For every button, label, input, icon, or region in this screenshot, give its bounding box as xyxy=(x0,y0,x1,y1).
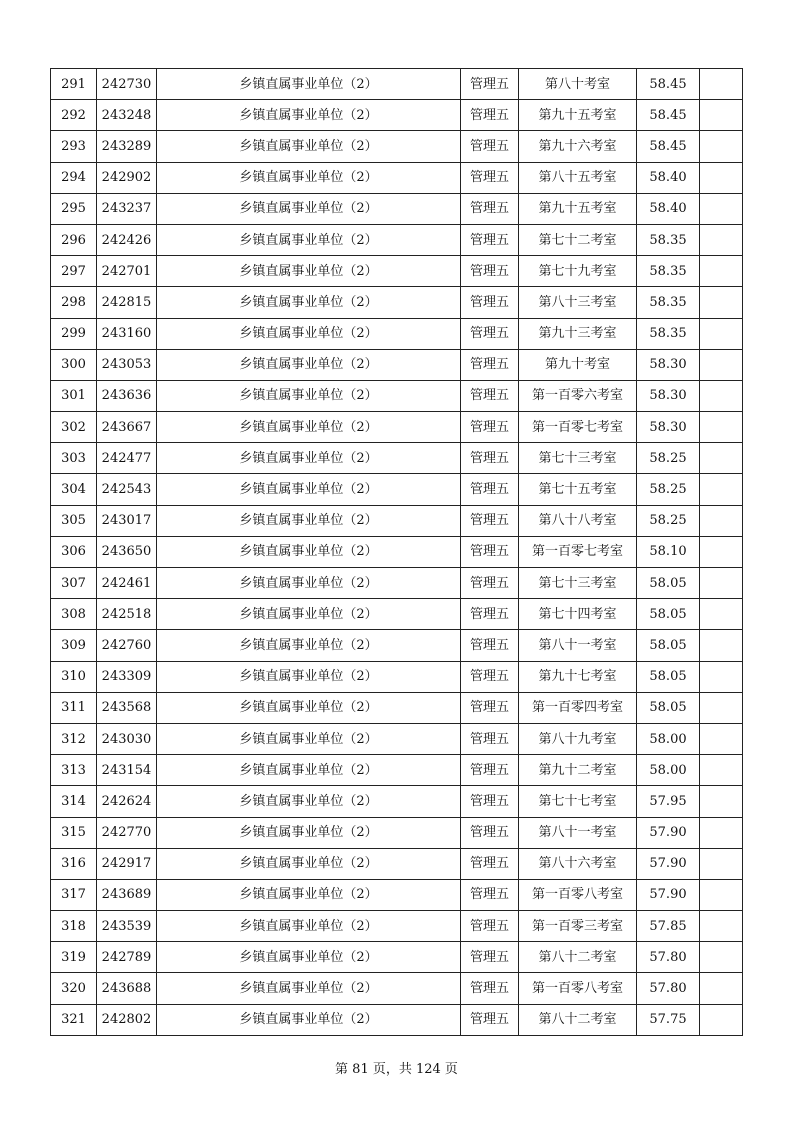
exam-id-cell: 243650 xyxy=(97,536,157,567)
unit-name-cell: 乡镇直属事业单位（2） xyxy=(157,911,461,942)
exam-id-cell: 242701 xyxy=(97,256,157,287)
exam-id-cell: 242802 xyxy=(97,1004,157,1035)
table-row xyxy=(51,536,743,567)
note-cell xyxy=(700,69,743,100)
note-cell xyxy=(700,474,743,505)
position-cell: 管理五 xyxy=(461,1004,519,1035)
row-number-cell: 311 xyxy=(51,692,97,723)
score-cell: 58.05 xyxy=(637,661,700,692)
score-cell: 58.35 xyxy=(637,224,700,255)
unit-name-cell: 乡镇直属事业单位（2） xyxy=(157,599,461,630)
score-cell: 58.05 xyxy=(637,599,700,630)
score-cell: 58.10 xyxy=(637,536,700,567)
note-cell xyxy=(700,162,743,193)
exam-room-cell: 第一百零四考室 xyxy=(519,692,637,723)
exam-id-cell: 243568 xyxy=(97,692,157,723)
note-cell xyxy=(700,349,743,380)
exam-room-cell: 第九十考室 xyxy=(519,349,637,380)
unit-name-cell: 乡镇直属事业单位（2） xyxy=(157,224,461,255)
exam-id-cell: 242902 xyxy=(97,162,157,193)
exam-room-cell: 第一百零八考室 xyxy=(519,879,637,910)
unit-name-cell: 乡镇直属事业单位（2） xyxy=(157,692,461,723)
exam-id-cell: 242815 xyxy=(97,287,157,318)
row-number-cell: 303 xyxy=(51,443,97,474)
position-cell: 管理五 xyxy=(461,755,519,786)
note-cell xyxy=(700,661,743,692)
table-row xyxy=(51,723,743,754)
page-footer: 第 81 页，共 124 页 xyxy=(335,1062,458,1077)
score-table-body xyxy=(51,69,743,1036)
row-number-cell: 293 xyxy=(51,131,97,162)
row-number-cell: 310 xyxy=(51,661,97,692)
row-number-cell: 313 xyxy=(51,755,97,786)
table-row xyxy=(51,349,743,380)
note-cell xyxy=(700,692,743,723)
exam-id-cell: 243248 xyxy=(97,100,157,131)
unit-name-cell: 乡镇直属事业单位（2） xyxy=(157,412,461,443)
score-cell: 58.40 xyxy=(637,162,700,193)
score-cell: 57.90 xyxy=(637,848,700,879)
score-table xyxy=(50,68,743,1036)
exam-room-cell: 第七十五考室 xyxy=(519,474,637,505)
row-number-cell: 292 xyxy=(51,100,97,131)
position-cell: 管理五 xyxy=(461,973,519,1004)
note-cell xyxy=(700,131,743,162)
score-cell: 58.05 xyxy=(637,630,700,661)
unit-name-cell: 乡镇直属事业单位（2） xyxy=(157,349,461,380)
row-number-cell: 312 xyxy=(51,723,97,754)
exam-id-cell: 243539 xyxy=(97,911,157,942)
note-cell xyxy=(700,443,743,474)
row-number-cell: 321 xyxy=(51,1004,97,1035)
unit-name-cell: 乡镇直属事业单位（2） xyxy=(157,568,461,599)
position-cell: 管理五 xyxy=(461,256,519,287)
exam-id-cell: 243689 xyxy=(97,879,157,910)
exam-room-cell: 第七十二考室 xyxy=(519,224,637,255)
exam-room-cell: 第八十三考室 xyxy=(519,287,637,318)
exam-id-cell: 242543 xyxy=(97,474,157,505)
unit-name-cell: 乡镇直属事业单位（2） xyxy=(157,287,461,318)
position-cell: 管理五 xyxy=(461,786,519,817)
position-cell: 管理五 xyxy=(461,599,519,630)
position-cell: 管理五 xyxy=(461,817,519,848)
unit-name-cell: 乡镇直属事业单位（2） xyxy=(157,193,461,224)
score-cell: 58.30 xyxy=(637,349,700,380)
unit-name-cell: 乡镇直属事业单位（2） xyxy=(157,100,461,131)
note-cell xyxy=(700,630,743,661)
exam-id-cell: 243160 xyxy=(97,318,157,349)
unit-name-cell: 乡镇直属事业单位（2） xyxy=(157,723,461,754)
position-cell: 管理五 xyxy=(461,692,519,723)
exam-room-cell: 第一百零七考室 xyxy=(519,536,637,567)
row-number-cell: 298 xyxy=(51,287,97,318)
note-cell xyxy=(700,224,743,255)
exam-room-cell: 第九十五考室 xyxy=(519,193,637,224)
row-number-cell: 316 xyxy=(51,848,97,879)
score-cell: 58.05 xyxy=(637,692,700,723)
exam-id-cell: 242770 xyxy=(97,817,157,848)
unit-name-cell: 乡镇直属事业单位（2） xyxy=(157,755,461,786)
note-cell xyxy=(700,380,743,411)
unit-name-cell: 乡镇直属事业单位（2） xyxy=(157,256,461,287)
unit-name-cell: 乡镇直属事业单位（2） xyxy=(157,879,461,910)
exam-id-cell: 242917 xyxy=(97,848,157,879)
table-row xyxy=(51,786,743,817)
note-cell xyxy=(700,256,743,287)
note-cell xyxy=(700,973,743,1004)
exam-room-cell: 第一百零八考室 xyxy=(519,973,637,1004)
exam-id-cell: 243636 xyxy=(97,380,157,411)
score-cell: 58.30 xyxy=(637,412,700,443)
position-cell: 管理五 xyxy=(461,318,519,349)
position-cell: 管理五 xyxy=(461,193,519,224)
exam-room-cell: 第八十一考室 xyxy=(519,817,637,848)
table-row xyxy=(51,443,743,474)
table-row xyxy=(51,911,743,942)
score-cell: 57.95 xyxy=(637,786,700,817)
table-row xyxy=(51,318,743,349)
exam-room-cell: 第八十九考室 xyxy=(519,723,637,754)
row-number-cell: 305 xyxy=(51,505,97,536)
unit-name-cell: 乡镇直属事业单位（2） xyxy=(157,162,461,193)
exam-id-cell: 243017 xyxy=(97,505,157,536)
unit-name-cell: 乡镇直属事业单位（2） xyxy=(157,505,461,536)
unit-name-cell: 乡镇直属事业单位（2） xyxy=(157,69,461,100)
note-cell xyxy=(700,723,743,754)
note-cell xyxy=(700,942,743,973)
unit-name-cell: 乡镇直属事业单位（2） xyxy=(157,848,461,879)
row-number-cell: 317 xyxy=(51,879,97,910)
position-cell: 管理五 xyxy=(461,443,519,474)
row-number-cell: 297 xyxy=(51,256,97,287)
exam-id-cell: 242426 xyxy=(97,224,157,255)
exam-id-cell: 242730 xyxy=(97,69,157,100)
position-cell: 管理五 xyxy=(461,287,519,318)
note-cell xyxy=(700,911,743,942)
row-number-cell: 299 xyxy=(51,318,97,349)
exam-id-cell: 242760 xyxy=(97,630,157,661)
table-row xyxy=(51,879,743,910)
unit-name-cell: 乡镇直属事业单位（2） xyxy=(157,318,461,349)
table-row xyxy=(51,942,743,973)
unit-name-cell: 乡镇直属事业单位（2） xyxy=(157,443,461,474)
row-number-cell: 300 xyxy=(51,349,97,380)
row-number-cell: 308 xyxy=(51,599,97,630)
position-cell: 管理五 xyxy=(461,942,519,973)
row-number-cell: 296 xyxy=(51,224,97,255)
row-number-cell: 309 xyxy=(51,630,97,661)
score-cell: 58.05 xyxy=(637,568,700,599)
note-cell xyxy=(700,879,743,910)
note-cell xyxy=(700,599,743,630)
table-row xyxy=(51,630,743,661)
exam-room-cell: 第九十二考室 xyxy=(519,755,637,786)
exam-id-cell: 243053 xyxy=(97,349,157,380)
exam-room-cell: 第七十七考室 xyxy=(519,786,637,817)
note-cell xyxy=(700,1004,743,1035)
table-row xyxy=(51,100,743,131)
position-cell: 管理五 xyxy=(461,412,519,443)
exam-room-cell: 第八十五考室 xyxy=(519,162,637,193)
position-cell: 管理五 xyxy=(461,69,519,100)
score-cell: 58.35 xyxy=(637,256,700,287)
exam-room-cell: 第八十考室 xyxy=(519,69,637,100)
exam-id-cell: 242789 xyxy=(97,942,157,973)
table-row xyxy=(51,380,743,411)
unit-name-cell: 乡镇直属事业单位（2） xyxy=(157,131,461,162)
row-number-cell: 304 xyxy=(51,474,97,505)
exam-room-cell: 第九十七考室 xyxy=(519,661,637,692)
table-row xyxy=(51,692,743,723)
unit-name-cell: 乡镇直属事业单位（2） xyxy=(157,380,461,411)
exam-id-cell: 243237 xyxy=(97,193,157,224)
row-number-cell: 319 xyxy=(51,942,97,973)
score-cell: 57.80 xyxy=(637,942,700,973)
unit-name-cell: 乡镇直属事业单位（2） xyxy=(157,661,461,692)
table-row xyxy=(51,848,743,879)
score-cell: 57.85 xyxy=(637,911,700,942)
score-cell: 58.25 xyxy=(637,505,700,536)
score-cell: 58.00 xyxy=(637,723,700,754)
score-cell: 57.90 xyxy=(637,879,700,910)
table-row xyxy=(51,755,743,786)
position-cell: 管理五 xyxy=(461,879,519,910)
note-cell xyxy=(700,412,743,443)
exam-id-cell: 243154 xyxy=(97,755,157,786)
table-row xyxy=(51,661,743,692)
row-number-cell: 294 xyxy=(51,162,97,193)
note-cell xyxy=(700,568,743,599)
exam-room-cell: 第一百零七考室 xyxy=(519,412,637,443)
row-number-cell: 306 xyxy=(51,536,97,567)
row-number-cell: 291 xyxy=(51,69,97,100)
position-cell: 管理五 xyxy=(461,474,519,505)
score-cell: 58.45 xyxy=(637,100,700,131)
position-cell: 管理五 xyxy=(461,162,519,193)
position-cell: 管理五 xyxy=(461,723,519,754)
exam-room-cell: 第七十三考室 xyxy=(519,568,637,599)
exam-room-cell: 第八十六考室 xyxy=(519,848,637,879)
position-cell: 管理五 xyxy=(461,131,519,162)
exam-id-cell: 243030 xyxy=(97,723,157,754)
exam-id-cell: 243667 xyxy=(97,412,157,443)
exam-id-cell: 242477 xyxy=(97,443,157,474)
table-row xyxy=(51,599,743,630)
score-cell: 58.35 xyxy=(637,318,700,349)
exam-id-cell: 243289 xyxy=(97,131,157,162)
exam-id-cell: 242624 xyxy=(97,786,157,817)
score-cell: 58.45 xyxy=(637,131,700,162)
position-cell: 管理五 xyxy=(461,224,519,255)
row-number-cell: 320 xyxy=(51,973,97,1004)
note-cell xyxy=(700,848,743,879)
exam-room-cell: 第七十四考室 xyxy=(519,599,637,630)
row-number-cell: 307 xyxy=(51,568,97,599)
exam-room-cell: 第一百零三考室 xyxy=(519,911,637,942)
row-number-cell: 295 xyxy=(51,193,97,224)
score-cell: 58.40 xyxy=(637,193,700,224)
score-cell: 57.75 xyxy=(637,1004,700,1035)
exam-id-cell: 243688 xyxy=(97,973,157,1004)
score-cell: 58.45 xyxy=(637,69,700,100)
table-row xyxy=(51,412,743,443)
score-cell: 57.80 xyxy=(637,973,700,1004)
position-cell: 管理五 xyxy=(461,911,519,942)
exam-room-cell: 第七十九考室 xyxy=(519,256,637,287)
position-cell: 管理五 xyxy=(461,630,519,661)
row-number-cell: 314 xyxy=(51,786,97,817)
position-cell: 管理五 xyxy=(461,536,519,567)
exam-room-cell: 第八十一考室 xyxy=(519,630,637,661)
table-row xyxy=(51,256,743,287)
position-cell: 管理五 xyxy=(461,505,519,536)
note-cell xyxy=(700,536,743,567)
exam-room-cell: 第九十六考室 xyxy=(519,131,637,162)
table-row xyxy=(51,162,743,193)
exam-room-cell: 第八十八考室 xyxy=(519,505,637,536)
table-row xyxy=(51,193,743,224)
score-cell: 57.90 xyxy=(637,817,700,848)
table-row xyxy=(51,287,743,318)
score-cell: 58.25 xyxy=(637,443,700,474)
note-cell xyxy=(700,318,743,349)
unit-name-cell: 乡镇直属事业单位（2） xyxy=(157,817,461,848)
note-cell xyxy=(700,287,743,318)
exam-room-cell: 第八十二考室 xyxy=(519,942,637,973)
exam-room-cell: 第九十五考室 xyxy=(519,100,637,131)
exam-room-cell: 第七十三考室 xyxy=(519,443,637,474)
note-cell xyxy=(700,193,743,224)
unit-name-cell: 乡镇直属事业单位（2） xyxy=(157,536,461,567)
position-cell: 管理五 xyxy=(461,100,519,131)
note-cell xyxy=(700,786,743,817)
row-number-cell: 315 xyxy=(51,817,97,848)
table-row xyxy=(51,1004,743,1035)
note-cell xyxy=(700,100,743,131)
unit-name-cell: 乡镇直属事业单位（2） xyxy=(157,942,461,973)
exam-room-cell: 第八十二考室 xyxy=(519,1004,637,1035)
row-number-cell: 318 xyxy=(51,911,97,942)
table-row xyxy=(51,568,743,599)
table-row xyxy=(51,474,743,505)
position-cell: 管理五 xyxy=(461,349,519,380)
table-row xyxy=(51,505,743,536)
table-row xyxy=(51,224,743,255)
unit-name-cell: 乡镇直属事业单位（2） xyxy=(157,474,461,505)
unit-name-cell: 乡镇直属事业单位（2） xyxy=(157,973,461,1004)
row-number-cell: 301 xyxy=(51,380,97,411)
score-cell: 58.30 xyxy=(637,380,700,411)
unit-name-cell: 乡镇直属事业单位（2） xyxy=(157,1004,461,1035)
unit-name-cell: 乡镇直属事业单位（2） xyxy=(157,786,461,817)
table-row xyxy=(51,69,743,100)
score-cell: 58.35 xyxy=(637,287,700,318)
note-cell xyxy=(700,755,743,786)
exam-id-cell: 243309 xyxy=(97,661,157,692)
table-row xyxy=(51,817,743,848)
exam-id-cell: 242518 xyxy=(97,599,157,630)
table-row xyxy=(51,973,743,1004)
position-cell: 管理五 xyxy=(461,661,519,692)
position-cell: 管理五 xyxy=(461,380,519,411)
score-cell: 58.25 xyxy=(637,474,700,505)
note-cell xyxy=(700,817,743,848)
score-cell: 58.00 xyxy=(637,755,700,786)
unit-name-cell: 乡镇直属事业单位（2） xyxy=(157,630,461,661)
position-cell: 管理五 xyxy=(461,568,519,599)
table-row xyxy=(51,131,743,162)
note-cell xyxy=(700,505,743,536)
exam-room-cell: 第一百零六考室 xyxy=(519,380,637,411)
row-number-cell: 302 xyxy=(51,412,97,443)
exam-room-cell: 第九十三考室 xyxy=(519,318,637,349)
position-cell: 管理五 xyxy=(461,848,519,879)
exam-id-cell: 242461 xyxy=(97,568,157,599)
